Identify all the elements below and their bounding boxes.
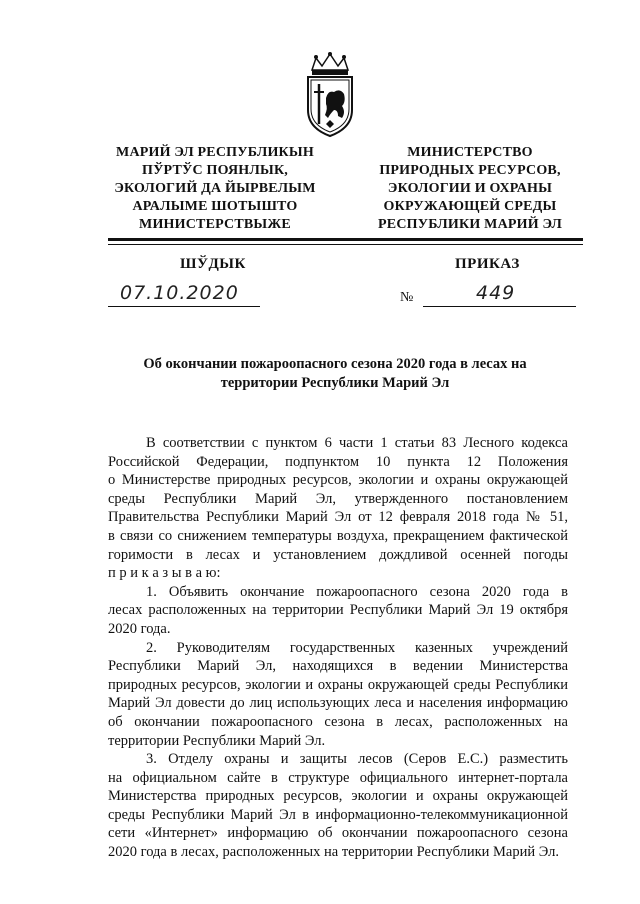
body-line: Республики Марий Эл, находящихся в ведении Министерства: [108, 658, 568, 675]
header-right-line: ПРИРОДНЫХ РЕСУРСОВ,: [379, 163, 561, 178]
ministry-name-mari: [100, 144, 330, 234]
doc-type-mari: ШЎДЫК: [180, 256, 246, 272]
title-line: Об окончании пожароопасного сезона 2020 года в лесах на: [143, 356, 527, 372]
number-underline: [423, 306, 576, 307]
header-left-line: МАРИЙ ЭЛ РЕСПУБЛИКЫН: [116, 145, 314, 160]
date-underline: [108, 306, 260, 307]
body-line: 1. Объявить окончание пожароопасного сезона 2020 года в: [146, 583, 568, 600]
body-line: п р и к а з ы в а ю:: [108, 565, 221, 582]
body-line: на официальном сайте в структуре официального интернет-портала: [108, 769, 568, 786]
header-divider-thin: [108, 244, 583, 245]
order-date: 07.10.2020: [120, 282, 239, 304]
ministry-name-russian: [360, 144, 580, 234]
body-line: в связи со снижением температуры воздуха, прекращением фактической: [108, 527, 568, 544]
header-right-line: ЭКОЛОГИИ И ОХРАНЫ: [387, 181, 553, 196]
order-number: 449: [476, 282, 516, 304]
header-divider-thick: [108, 238, 583, 241]
order-title: [100, 355, 570, 393]
body-line: В соответствии с пунктом 6 части 1 статьи 83 Лесного кодекса: [146, 435, 568, 451]
body-line: о Министерстве природных ресурсов, экологии и охраны окружающей: [108, 472, 568, 489]
body-line: лесах расположенных на территории Республики Марий Эл 19 октября: [108, 602, 568, 619]
body-line: 2020 года в лесах, расположенных на территории Республики Марий Эл.: [108, 844, 559, 861]
body-line: 2. Руководителям государственных казенных учреждений: [146, 639, 568, 656]
body-line: горимости в лесах и установлением дождливой осенней погоды: [108, 546, 568, 563]
header-left-line: МИНИСТЕРСТВЫЖЕ: [139, 217, 291, 232]
body-line: среды Республики Марий Эл, утвержденного постановлением: [108, 490, 568, 507]
header-right-line: ОКРУЖАЮЩЕЙ СРЕДЫ: [383, 199, 557, 214]
body-line: об окончании пожароопасного сезона в лесах, расположенных на: [108, 713, 568, 730]
number-sign: №: [400, 290, 414, 305]
body-line: Министерства природных ресурсов, экологии и охраны окружающей: [108, 788, 568, 805]
title-line: территории Республики Марий Эл: [220, 375, 450, 391]
body-line: 3. Отделу охраны и защиты лесов (Серов Е.С.) разместить: [146, 751, 568, 768]
doc-type-russian: ПРИКАЗ: [455, 256, 520, 272]
header-right-line: МИНИСТЕРСТВО: [407, 145, 533, 160]
body-line: территории Республики Марий Эл.: [108, 732, 326, 749]
header-left-line: ПЎРТЎС ПОЯНЛЫК,: [141, 163, 289, 178]
body-line: Правительства Республики Марий Эл от 12 февраля 2018 года № 51,: [108, 509, 568, 526]
header-left-line: АРАЛЫМЕ ШОТЫШТО: [132, 199, 298, 214]
body-line: Российской Федерации, подпунктом 10 пункта 12 Положения: [108, 453, 568, 470]
order-body: [108, 434, 568, 862]
coat-of-arms-emblem: [302, 52, 358, 138]
body-line: 2020 года.: [108, 620, 171, 637]
body-line: Марий Эл довести до лиц использующих леса и населения информацию: [108, 695, 568, 712]
body-line: сети «Интернет» информацию об окончании пожароопасного сезона: [108, 825, 568, 842]
header-left-line: ЭКОЛОГИЙ ДА ЙЫРВЕЛЫМ: [114, 181, 316, 196]
body-line: среды Республики Марий Эл в информационно-телекоммуникационной: [108, 806, 568, 823]
header-right-line: РЕСПУБЛИКИ МАРИЙ ЭЛ: [378, 217, 562, 232]
body-line: природных ресурсов, экологии и охраны окружающей среды Республики: [108, 676, 568, 693]
